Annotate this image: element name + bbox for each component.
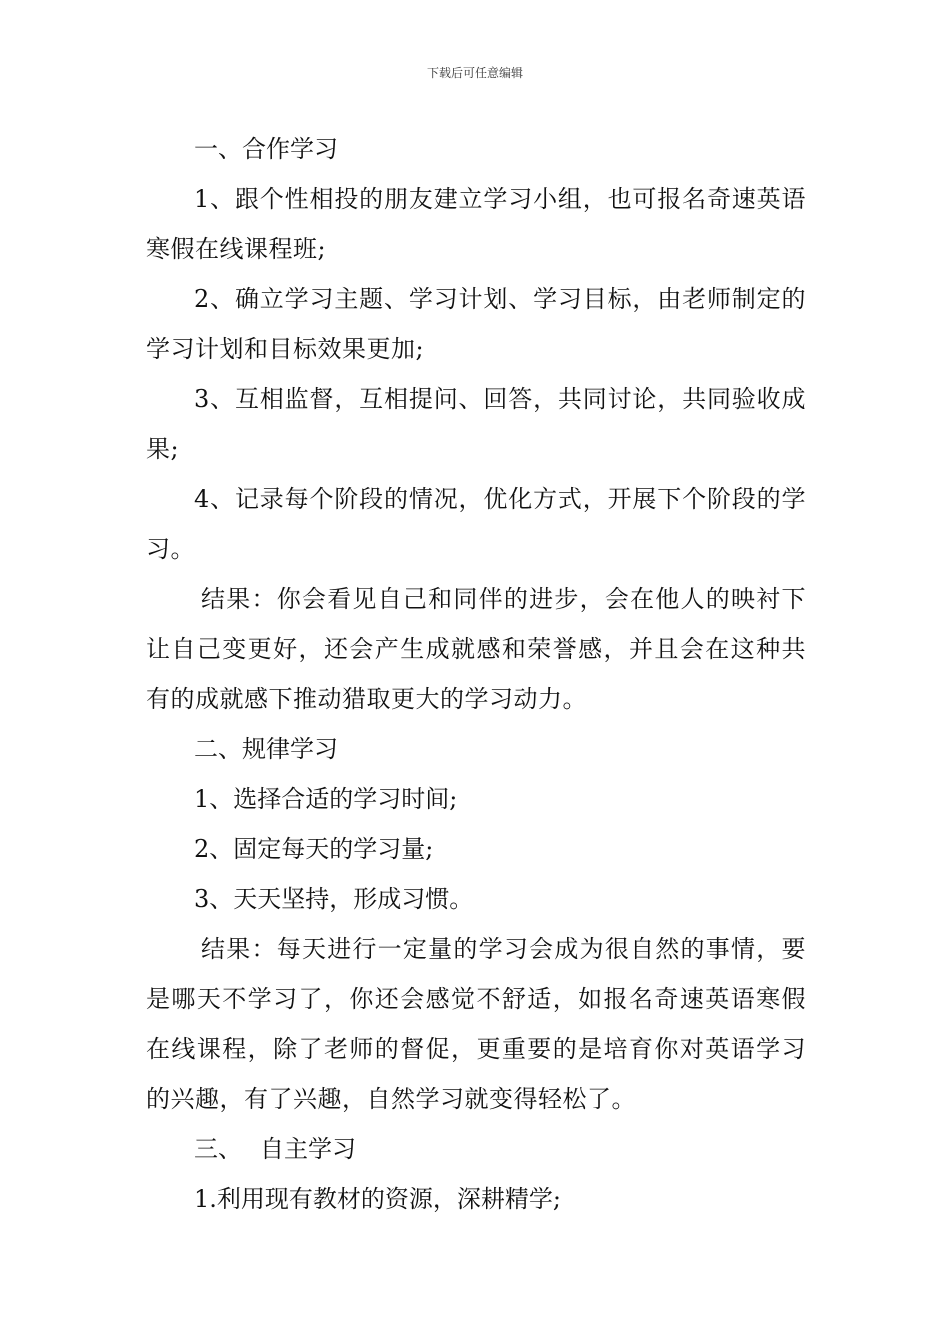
section-heading: 一、合作学习	[194, 135, 338, 163]
section-heading-text: 自主学习	[260, 1135, 356, 1163]
list-item: 1、选择合适的学习时间;	[194, 785, 458, 813]
list-item: 1、跟个性相投的朋友建立学习小组，也可报名奇速英语寒假在线课程班;	[146, 185, 806, 263]
section-heading	[146, 1124, 806, 1174]
list-item: 4、记录每个阶段的情况，优化方式，开展下个阶段的学习。	[146, 485, 806, 563]
list-item: 2、固定每天的学习量;	[194, 835, 434, 863]
list-item: 1.利用现有教材的资源，深耕精学;	[194, 1185, 561, 1213]
list-item: 2、确立学习主题、学习计划、学习目标，由老师制定的学习计划和目标效果更加;	[146, 285, 806, 363]
result-paragraph: 结果：你会看见自己和同伴的进步，会在他人的映衬下让自己变更好，还会产生成就感和荣誉感，并且会在这种共有的成就感下推动猎取更大的学习动力。	[146, 585, 806, 713]
section-heading: 二、规律学习	[194, 735, 338, 763]
page-header-note: 下载后可任意编辑	[426, 66, 523, 80]
list-item: 3、天天坚持，形成习惯。	[194, 885, 474, 913]
document-body	[146, 124, 806, 1224]
list-item: 3、互相监督，互相提问、回答，共同讨论，共同验收成果;	[146, 385, 806, 463]
section-heading-number: 三、	[194, 1135, 242, 1163]
result-paragraph: 结果：每天进行一定量的学习会成为很自然的事情，要是哪天不学习了，你还会感觉不舒适，如报名奇速英语寒假在线课程，除了老师的督促，更重要的是培育你对英语学习的兴趣，有了兴趣，自然学习就变得轻松了。	[146, 935, 806, 1113]
